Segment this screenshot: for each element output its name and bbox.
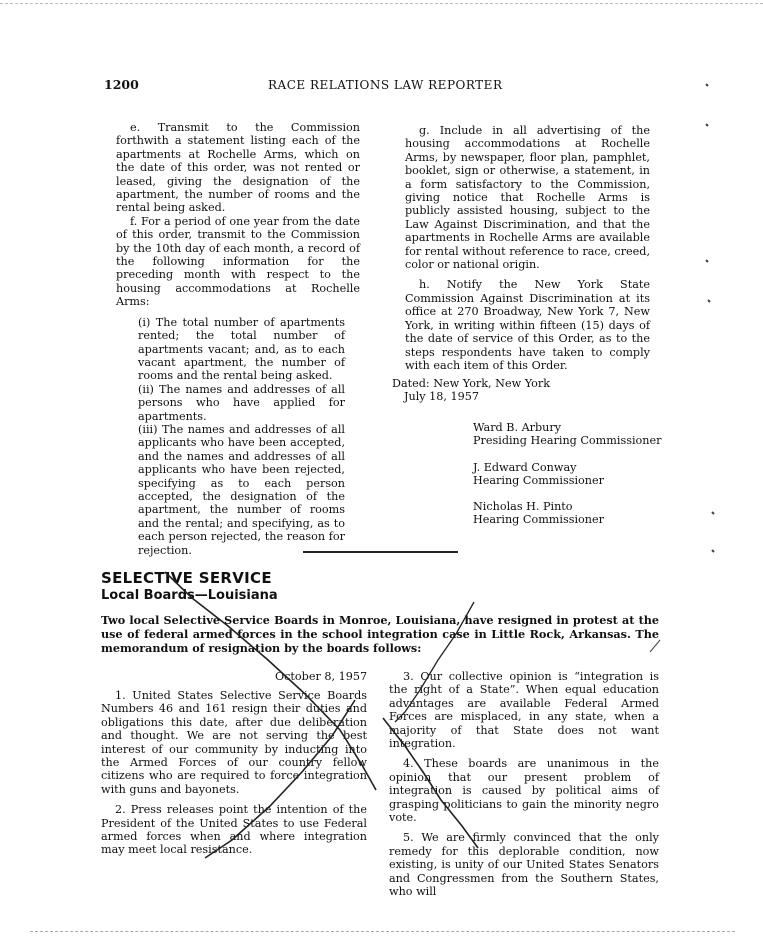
order-item-f: f. For a period of one year from the date of this order, transmit to the Commission by the 10th day of each month, a record of the following information for the preceding month with respect to the housing accommodations at Rochelle Arms: xyxy=(116,214,360,309)
signatory-title: Hearing Commissioner xyxy=(473,513,604,527)
memo-paragraph-2: 2. Press releases point the intention of the President of the United States to use Federal armed forces when and where integration may meet local resistance. xyxy=(101,803,367,857)
order-subitem-iii: (iii) The names and addresses of all applicants who have been accepted, and the names and addresses of all applicants who have been rejected, specifying as to each person accepted, the designation of the apartment, the number of rooms and the rental; and specifying, as to each person rejected, the reason for rejection. xyxy=(138,422,345,557)
memo-paragraph-1: 1. United States Selective Service Boards Numbers 46 and 161 resign their duties and obligations this date, after due deliberation and thought. We are not serving the best interest of our community by inducting into the Armed Forces of our country fellow citizens who are required to force integration with guns and bayonets. xyxy=(101,689,367,796)
signatory-title: Presiding Hearing Commissioner xyxy=(473,434,662,448)
order-item-e: e. Transmit to the Commission forthwith a statement listing each of the apartments at Rochelle Arms, which on the date of this order, was not rented or leased, giving the designation of the apartment, the number of rooms and the rental being asked. xyxy=(116,121,360,215)
memo-date: October 8, 1957 xyxy=(275,670,368,683)
running-head: RACE RELATIONS LAW REPORTER xyxy=(268,78,503,92)
signatory-title: Hearing Commissioner xyxy=(473,474,604,488)
dated-date: July 18, 1957 xyxy=(404,390,479,404)
order-item-h: h. Notify the New York State Commission Against Discrimination at its office at 270 Broadway, New York 7, New York, in writing within fifteen (15) days of the date of service of this Order, as to the steps respondents have taken to comply with each item of this Order. xyxy=(405,278,650,372)
headnote: Two local Selective Service Boards in Monroe, Louisiana, have resigned in protest at the use of federal armed forces in the school integration case in Little Rock, Arkansas. The memorandum of resignation by the boards follows: xyxy=(101,613,659,655)
section-title: SELECTIVE SERVICE xyxy=(101,569,272,587)
signatory-name: Nicholas H. Pinto xyxy=(473,500,573,513)
order-subitem-i: (i) The total number of apartments rented; the total number of apartments vacant; and, as to each vacant apartment, the number of rooms and the rental being asked. xyxy=(138,315,345,383)
order-item-g: g. Include in all advertising of the housing accommodations at Rochelle Arms, by newspaper, floor plan, pamphlet, booklet, sign or otherwise, a statement, in a form satisfactory to the Commission, giving notice that Rochelle Arms is publicly assisted housing, subject to the Law Against Discrimination, and that the apartments in Rochelle Arms are available for rental without reference to race, creed, color or national origin. xyxy=(405,124,650,272)
memo-paragraph-3: 3. Our collective opinion is “integration is the right of a State”. When equal education advantages are available Federal Armed Forces are misplaced, in any state, when a majority of that State does not want integration. xyxy=(389,670,659,751)
memo-paragraph-5: 5. We are firmly convinced that the only remedy for this deplorable condition, now existing, is unity of our United States Senators and Congressmen from the Southern States, who will xyxy=(389,831,659,899)
memo-paragraph-4: 4. These boards are unanimous in the opinion that our present problem of integration is caused by political aims of grasping politicians to gain the minority negro vote. xyxy=(389,757,659,825)
order-subitem-ii: (ii) The names and addresses of all persons who have applied for apartments. xyxy=(138,382,345,423)
scan-edge-bottom xyxy=(30,931,735,932)
signatory-name: J. Edward Conway xyxy=(473,461,577,474)
signatory-name: Ward B. Arbury xyxy=(473,421,562,434)
page-number: 1200 xyxy=(104,77,139,92)
dated-place: Dated: New York, New York xyxy=(392,377,550,390)
section-subtitle: Local Boards—Louisiana xyxy=(101,588,278,603)
